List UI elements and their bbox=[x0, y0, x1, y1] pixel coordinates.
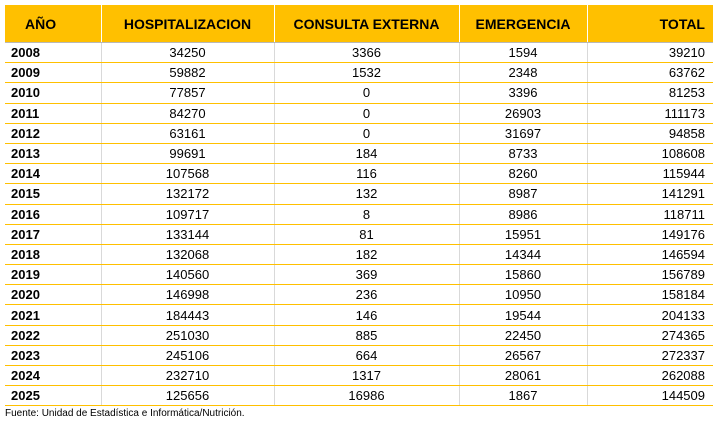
table-header bbox=[5, 5, 713, 43]
total-cell: 158184 bbox=[587, 285, 713, 305]
year-cell: 2020 bbox=[5, 285, 101, 305]
emergencia-cell: 1594 bbox=[459, 43, 587, 63]
emergencia-cell: 2348 bbox=[459, 63, 587, 83]
table-row bbox=[5, 285, 713, 305]
consulta-externa-cell: 184 bbox=[274, 143, 459, 163]
consulta-externa-cell: 885 bbox=[274, 325, 459, 345]
header-row bbox=[5, 5, 713, 43]
table-row bbox=[5, 83, 713, 103]
consulta-externa-cell: 116 bbox=[274, 164, 459, 184]
consulta-externa-cell: 132 bbox=[274, 184, 459, 204]
consulta-externa-cell: 0 bbox=[274, 83, 459, 103]
hospitalizacion-cell: 132068 bbox=[101, 244, 274, 264]
consulta-externa-cell: 1317 bbox=[274, 366, 459, 386]
consulta-externa-cell: 182 bbox=[274, 244, 459, 264]
hospitalizacion-cell: 77857 bbox=[101, 83, 274, 103]
emergencia-cell: 26567 bbox=[459, 345, 587, 365]
consulta-externa-cell: 236 bbox=[274, 285, 459, 305]
year-cell: 2009 bbox=[5, 63, 101, 83]
hospitalizacion-cell: 59882 bbox=[101, 63, 274, 83]
table-container bbox=[5, 5, 713, 419]
statistics-table bbox=[5, 5, 713, 406]
year-cell: 2014 bbox=[5, 164, 101, 184]
emergencia-cell: 14344 bbox=[459, 244, 587, 264]
year-cell: 2022 bbox=[5, 325, 101, 345]
table-row bbox=[5, 63, 713, 83]
total-cell: 111173 bbox=[587, 103, 713, 123]
year-cell: 2017 bbox=[5, 224, 101, 244]
table-row bbox=[5, 164, 713, 184]
year-cell: 2024 bbox=[5, 366, 101, 386]
hospitalizacion-cell: 133144 bbox=[101, 224, 274, 244]
total-cell: 272337 bbox=[587, 345, 713, 365]
year-cell: 2013 bbox=[5, 143, 101, 163]
consulta-externa-cell: 664 bbox=[274, 345, 459, 365]
column-header-year: AÑO bbox=[5, 5, 101, 43]
consulta-externa-cell: 16986 bbox=[274, 386, 459, 406]
table-row bbox=[5, 123, 713, 143]
total-cell: 149176 bbox=[587, 224, 713, 244]
total-cell: 108608 bbox=[587, 143, 713, 163]
total-cell: 204133 bbox=[587, 305, 713, 325]
year-cell: 2025 bbox=[5, 386, 101, 406]
consulta-externa-cell: 369 bbox=[274, 265, 459, 285]
consulta-externa-cell: 81 bbox=[274, 224, 459, 244]
table-row bbox=[5, 224, 713, 244]
emergencia-cell: 8733 bbox=[459, 143, 587, 163]
total-cell: 115944 bbox=[587, 164, 713, 184]
hospitalizacion-cell: 107568 bbox=[101, 164, 274, 184]
emergencia-cell: 8987 bbox=[459, 184, 587, 204]
hospitalizacion-cell: 99691 bbox=[101, 143, 274, 163]
table-row bbox=[5, 305, 713, 325]
total-cell: 141291 bbox=[587, 184, 713, 204]
hospitalizacion-cell: 232710 bbox=[101, 366, 274, 386]
consulta-externa-cell: 1532 bbox=[274, 63, 459, 83]
table-row bbox=[5, 204, 713, 224]
table-row bbox=[5, 345, 713, 365]
emergencia-cell: 15951 bbox=[459, 224, 587, 244]
total-cell: 39210 bbox=[587, 43, 713, 63]
table-row bbox=[5, 143, 713, 163]
year-cell: 2012 bbox=[5, 123, 101, 143]
emergencia-cell: 3396 bbox=[459, 83, 587, 103]
emergencia-cell: 19544 bbox=[459, 305, 587, 325]
total-cell: 118711 bbox=[587, 204, 713, 224]
hospitalizacion-cell: 109717 bbox=[101, 204, 274, 224]
hospitalizacion-cell: 63161 bbox=[101, 123, 274, 143]
emergencia-cell: 8986 bbox=[459, 204, 587, 224]
year-cell: 2008 bbox=[5, 43, 101, 63]
column-header-hospitalizacion: HOSPITALIZACION bbox=[101, 5, 274, 43]
consulta-externa-cell: 0 bbox=[274, 123, 459, 143]
consulta-externa-cell: 3366 bbox=[274, 43, 459, 63]
total-cell: 262088 bbox=[587, 366, 713, 386]
total-cell: 94858 bbox=[587, 123, 713, 143]
year-cell: 2023 bbox=[5, 345, 101, 365]
hospitalizacion-cell: 245106 bbox=[101, 345, 274, 365]
hospitalizacion-cell: 84270 bbox=[101, 103, 274, 123]
column-header-emergencia: EMERGENCIA bbox=[459, 5, 587, 43]
hospitalizacion-cell: 125656 bbox=[101, 386, 274, 406]
emergencia-cell: 26903 bbox=[459, 103, 587, 123]
year-cell: 2011 bbox=[5, 103, 101, 123]
emergencia-cell: 28061 bbox=[459, 366, 587, 386]
hospitalizacion-cell: 132172 bbox=[101, 184, 274, 204]
table-row bbox=[5, 366, 713, 386]
source-note: Fuente: Unidad de Estadística e Informática/Nutrición. bbox=[5, 408, 245, 420]
consulta-externa-cell: 146 bbox=[274, 305, 459, 325]
emergencia-cell: 10950 bbox=[459, 285, 587, 305]
hospitalizacion-cell: 34250 bbox=[101, 43, 274, 63]
table-row bbox=[5, 386, 713, 406]
year-cell: 2021 bbox=[5, 305, 101, 325]
table-row bbox=[5, 103, 713, 123]
table-row bbox=[5, 184, 713, 204]
hospitalizacion-cell: 140560 bbox=[101, 265, 274, 285]
total-cell: 63762 bbox=[587, 63, 713, 83]
table-row bbox=[5, 43, 713, 63]
table-row bbox=[5, 244, 713, 264]
table-body bbox=[5, 43, 713, 406]
total-cell: 144509 bbox=[587, 386, 713, 406]
emergencia-cell: 8260 bbox=[459, 164, 587, 184]
hospitalizacion-cell: 146998 bbox=[101, 285, 274, 305]
year-cell: 2018 bbox=[5, 244, 101, 264]
total-cell: 81253 bbox=[587, 83, 713, 103]
consulta-externa-cell: 8 bbox=[274, 204, 459, 224]
year-cell: 2015 bbox=[5, 184, 101, 204]
emergencia-cell: 22450 bbox=[459, 325, 587, 345]
emergencia-cell: 15860 bbox=[459, 265, 587, 285]
year-cell: 2016 bbox=[5, 204, 101, 224]
year-cell: 2010 bbox=[5, 83, 101, 103]
table-row bbox=[5, 325, 713, 345]
emergencia-cell: 31697 bbox=[459, 123, 587, 143]
hospitalizacion-cell: 251030 bbox=[101, 325, 274, 345]
emergencia-cell: 1867 bbox=[459, 386, 587, 406]
consulta-externa-cell: 0 bbox=[274, 103, 459, 123]
column-header-total: TOTAL bbox=[587, 5, 713, 43]
total-cell: 156789 bbox=[587, 265, 713, 285]
column-header-consulta-externa: CONSULTA EXTERNA bbox=[274, 5, 459, 43]
hospitalizacion-cell: 184443 bbox=[101, 305, 274, 325]
table-row bbox=[5, 265, 713, 285]
year-cell: 2019 bbox=[5, 265, 101, 285]
total-cell: 274365 bbox=[587, 325, 713, 345]
total-cell: 146594 bbox=[587, 244, 713, 264]
